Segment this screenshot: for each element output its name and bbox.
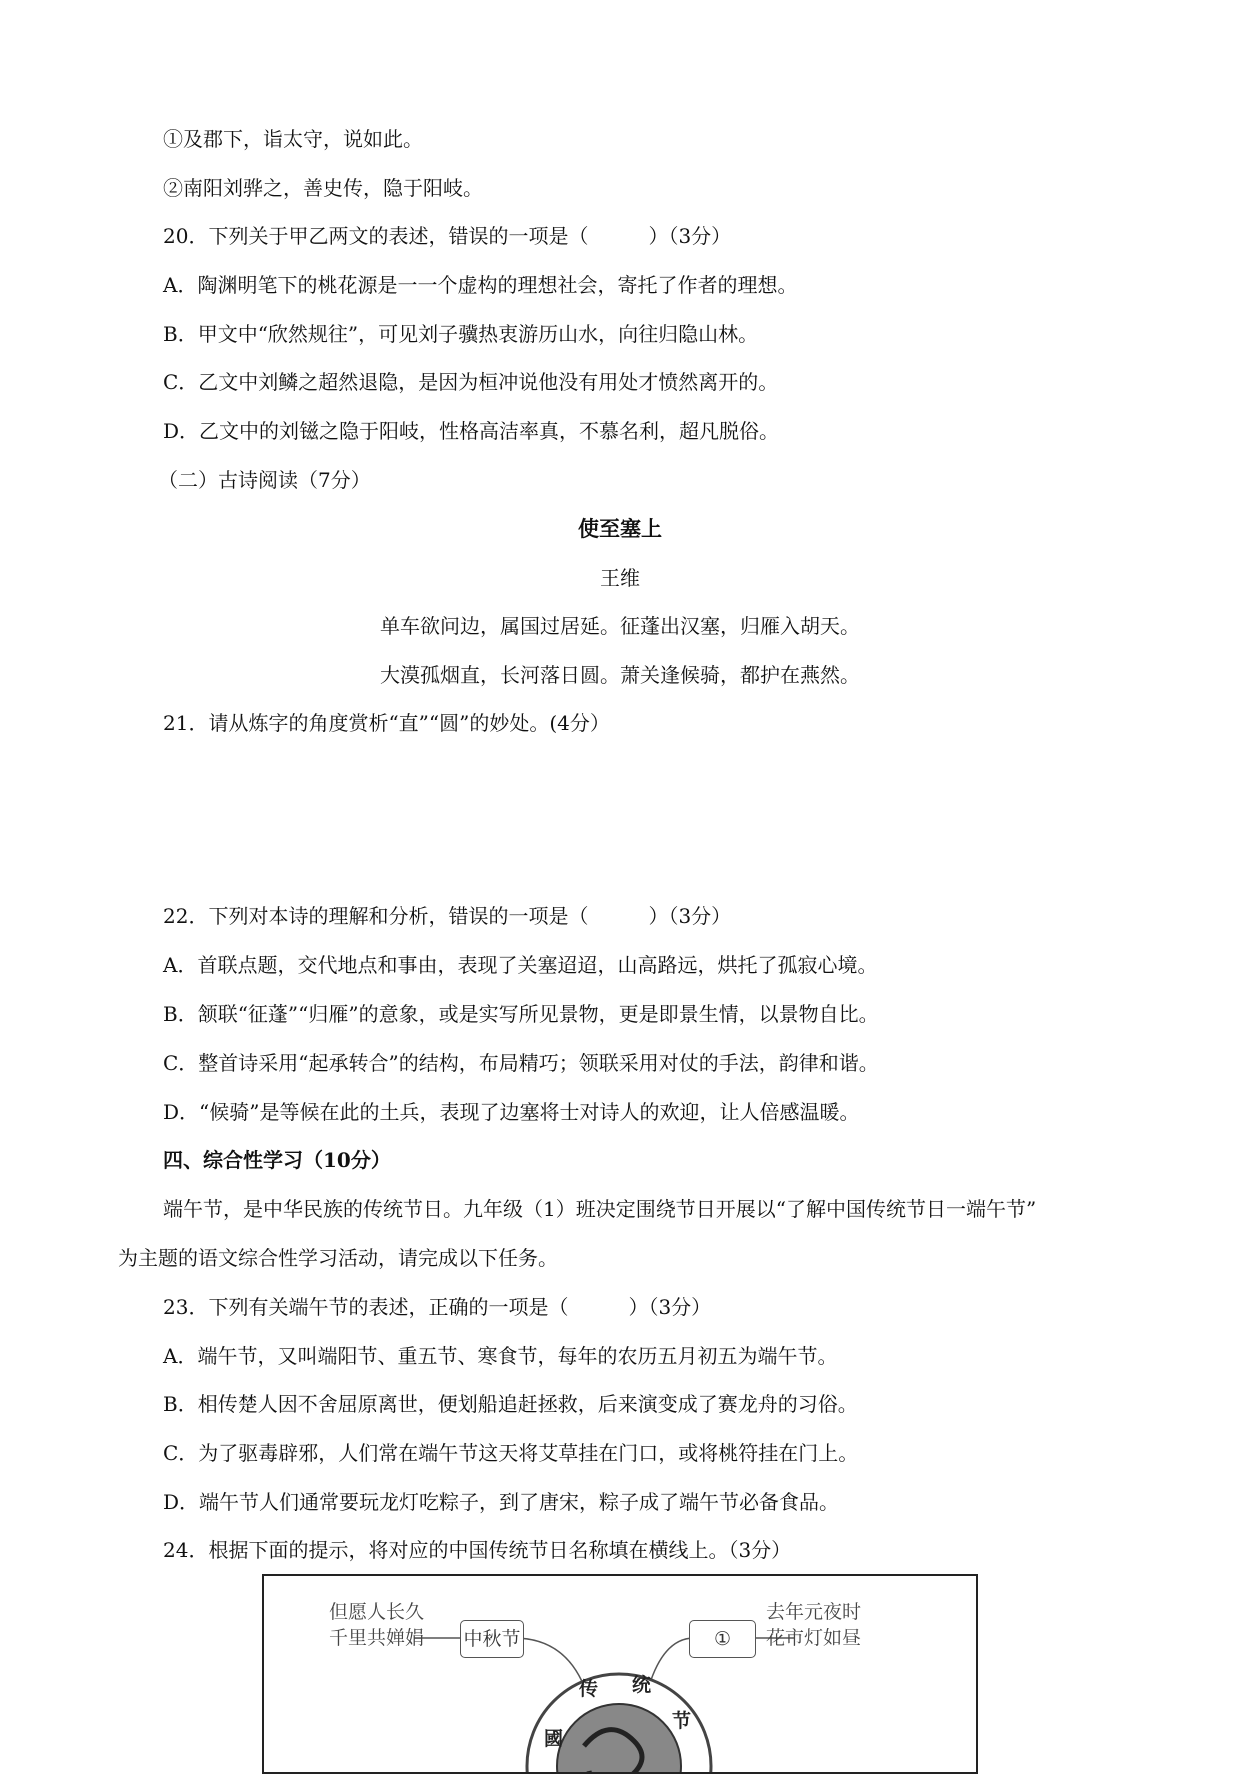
festival-figure: [262, 1574, 978, 1774]
poem-title: 使至塞上: [578, 516, 662, 541]
option-20d: D．乙文中的刘镃之隐于阳岐，性格高洁率真，不慕名利，超凡脱俗。: [163, 419, 780, 443]
emblem-char: 传: [579, 1678, 599, 1700]
option-22b: B．颔联“征蓬”“归雁”的意象，或是实写所见景物，更是即景生情，以景物自比。: [163, 1002, 879, 1026]
option-20a: A．陶渊明笔下的桃花源是一一个虚构的理想社会，寄托了作者的理想。: [163, 273, 798, 297]
intro-text: 端午节，是中华民族的传统节日。九年级（1）班决定围绕节日开展以“了解中国传统节日一端午节”: [163, 1197, 1037, 1221]
emblem-char: 统: [632, 1674, 652, 1696]
intro-text: 为主题的语文综合性学习活动，请完成以下任务。: [118, 1246, 558, 1270]
question-20: 20．下列关于甲乙两文的表述，错误的一项是（ ）（3分）: [163, 224, 732, 248]
option-20b: B．甲文中“欣然规往”，可见刘子骥热衷游历山水，向往归隐山林。: [163, 322, 759, 346]
emblem-char: 國: [544, 1728, 564, 1750]
verse-left-line-2: 千里共婵娟: [329, 1627, 425, 1649]
option-23c: C．为了驱毒辟邪，人们常在端午节这天将艾草挂在门口，或将桃符挂在门上。: [163, 1441, 859, 1465]
option-22d: D．“候骑”是等候在此的土兵，表现了边塞将士对诗人的欢迎，让人倍感温暖。: [163, 1100, 860, 1124]
option-23a: A．端午节，又叫端阳节、重五节、寒食节，每年的农历五月初五为端午节。: [163, 1344, 838, 1368]
question-23: 23．下列有关端午节的表述，正确的一项是（ ）（3分）: [163, 1295, 712, 1319]
question-21: 21．请从炼字的角度赏析“直”“圆”的妙处。(4分）: [163, 711, 610, 735]
poem-author: 王维: [600, 566, 640, 590]
section-heading-poetry: （二）古诗阅读（7分）: [158, 468, 371, 492]
emblem-char: 节: [672, 1710, 692, 1732]
option-23d: D．端午节人们通常要玩龙灯吃粽子，到了唐宋，粽子成了端午节必备食品。: [163, 1490, 840, 1514]
option-23b: B．相传楚人因不舍屈原离世，便划船追赶拯救，后来演变成了赛龙舟的习俗。: [163, 1392, 858, 1416]
option-20c: C．乙文中刘鳞之超然退隐，是因为桓冲说他没有用处才愤然离开的。: [163, 370, 779, 394]
text-line: ②南阳刘骅之，善史传，隐于阳岐。: [163, 176, 483, 200]
option-22c: C．整首诗采用“起承转合”的结构，布局精巧；领联采用对仗的手法，韵律和谐。: [163, 1051, 879, 1075]
verse-right-line-2: 花市灯如昼: [766, 1627, 862, 1649]
option-22a: A．首联点题，交代地点和事由，表现了关塞迢迢，山高路远，烘托了孤寂心境。: [163, 953, 878, 977]
poem-line: 单车欲问边，属国过居延。征蓬出汉塞，归雁入胡天。: [380, 614, 860, 638]
festival-box-mid-autumn: 中秋节: [460, 1620, 524, 1658]
festival-box-blank-1: ①: [689, 1620, 756, 1658]
verse-right-line-1: 去年元夜时: [766, 1601, 862, 1623]
text-line: ①及郡下，诣太守，说如此。: [163, 127, 423, 151]
poem-line: 大漠孤烟直，长河落日圆。萧关逢候骑，都护在燕然。: [380, 663, 860, 687]
verse-left-line-1: 但愿人长久: [329, 1601, 425, 1623]
section-heading-integrated: 四、综合性学习（10分）: [163, 1148, 391, 1172]
question-22: 22．下列对本诗的理解和分析，错误的一项是（ ）（3分）: [163, 904, 732, 928]
question-24: 24．根据下面的提示，将对应的中国传统节日名称填在横线上。（3分）: [163, 1538, 792, 1562]
